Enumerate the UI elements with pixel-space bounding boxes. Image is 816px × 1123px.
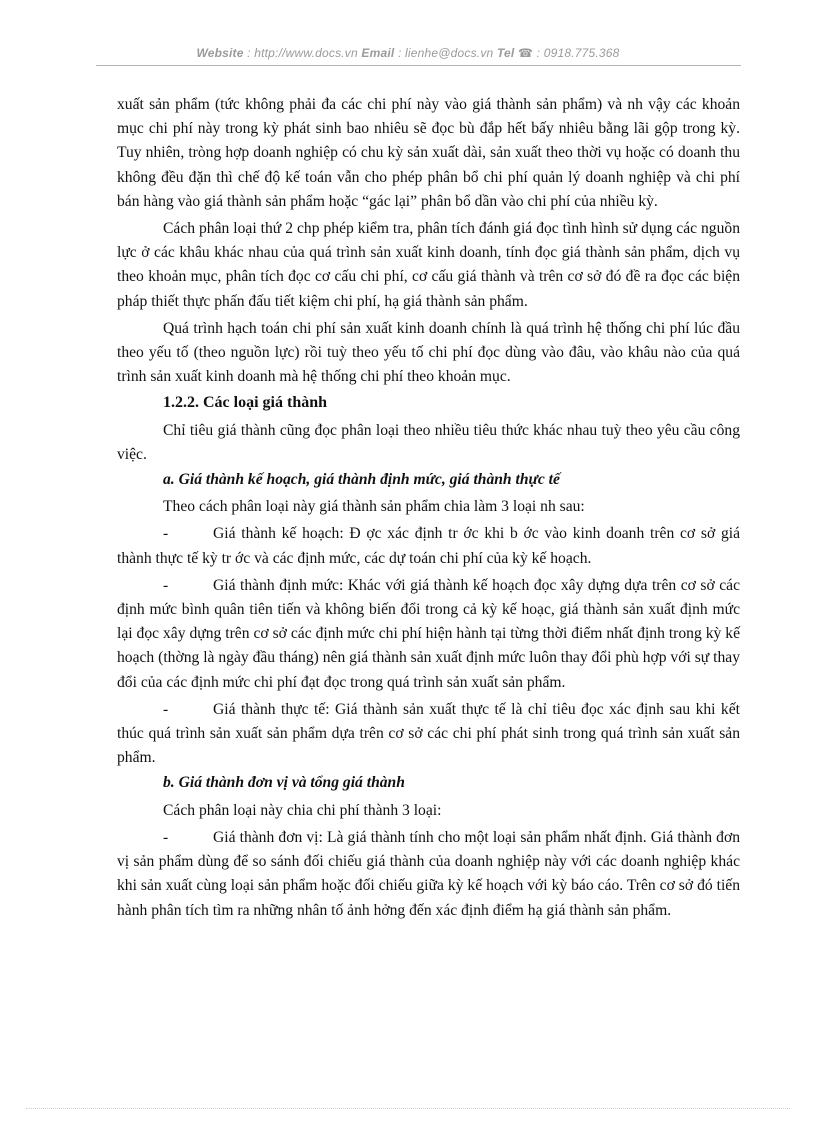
bullet-ke-hoach xyxy=(117,522,740,570)
bullet-thuc-te xyxy=(117,698,740,771)
paragraph-3: Quá trình hạch toán chi phí sản xuất kinh doanh chính là quá trình hệ thống chi phí lúc đầu theo yếu tố (theo nguồn lực) rồi tuỳ theo yếu tố chi phí đọc dùng vào đâu, vào khâu nào của quá trình sản xuất kinh doanh mà hệ thống chi phí theo khoản mục. xyxy=(117,319,740,386)
email-label: Email xyxy=(361,46,395,60)
document-body xyxy=(117,93,740,923)
paragraph-2: Cách phân loại thứ 2 chp phép kiểm tra, phân tích đánh giá đọc tình hình sử dụng các nguồn lực ở các khâu khác nhau của quá trình sản xuất kinh doanh, tính đọc giá thành sản phẩm, dịch vụ theo khoản mục, phân tích đọc cơ cấu chi phí, cơ cấu giá thành và trên cơ sở đó đề ra đọc các biện pháp thiết thực phấn đấu tiết kiệm chi phí, hạ giá thành sản phẩm. xyxy=(117,220,740,310)
paragraph-6: Cách phân loại này chia chi phí thành 3 loại: xyxy=(163,801,442,819)
tel-label: Tel xyxy=(496,46,515,60)
paragraph-4: Chỉ tiêu giá thành cũng đọc phân loại theo nhiều tiêu thức khác nhau tuỳ theo yêu cầu công việc. xyxy=(117,421,740,463)
page-header xyxy=(0,46,816,60)
website-value[interactable]: : http://www.docs.vn xyxy=(243,46,362,60)
bullet-text: Giá thành đơn vị: Là giá thành tính cho một loại sản phẩm nhất định. Giá thành đơn vị sản phẩm dùng để so sánh đối chiếu giá thành của doanh nghiệp này với các doanh nghiệp khác khi sản xuất cùng loại sản phẩm hoặc đối chiếu giữa kỳ kế hoạch với kỳ báo cáo. Trên cơ sở đó tiến hành phân tích tìm ra những nhân tố ảnh hởng đến xác định điểm hạ giá thành sản phẩm. xyxy=(117,828,740,919)
paragraph-1: xuất sản phẩm (tức không phải đa các chi phí này vào giá thành sản phẩm) và nh vậy các khoản mục chi phí này trong kỳ phát sinh bao nhiêu sẽ đọc bù đắp hết bấy nhiêu bằng lãi gộp trong kỳ. Tuy nhiên, tròng hợp doanh nghiệp có chu kỳ sản xuất dài, sản xuất theo thời vụ hoặc có doanh thu không đều đặn thì chế độ kế toán vẫn cho phép phân bổ chi phí quản lý doanh nghiệp và chi phí bán hàng vào giá thành sản phẩm hoặc “gác lại” phân bổ dần vào chi phí của nhiều kỳ. xyxy=(117,96,740,210)
section-heading-1-2-2: 1.2.2. Các loại giá thành xyxy=(163,394,328,412)
tel-value: ☎ : 0918.775.368 xyxy=(514,46,620,60)
bullet-dash: - xyxy=(163,525,169,543)
subheading-b: b. Giá thành đơn vị và tổng giá thành xyxy=(163,774,405,792)
footer-dotted-rule xyxy=(26,1108,790,1109)
bullet-dash: - xyxy=(163,700,169,718)
subheading-a: a. Giá thành kế hoạch, giá thành định mức, giá thành thực tế xyxy=(163,471,560,489)
bullet-dash: - xyxy=(163,576,169,594)
bullet-dash: - xyxy=(163,828,169,846)
bullet-don-vi xyxy=(117,826,740,923)
email-value[interactable]: : lienhe@docs.vn xyxy=(394,46,497,60)
bullet-text: Giá thành kế hoạch: Đ ợc xác định tr ớc khi b ớc vào kinh doanh trên cơ sở giá thành thực tế kỳ tr ớc và các định mức, các dự toán chi phí của kỳ kế hoạch. xyxy=(117,525,740,567)
header-rule xyxy=(96,65,741,66)
website-label: Website xyxy=(196,46,244,60)
bullet-dinh-muc xyxy=(117,574,740,695)
bullet-text: Giá thành định mức: Khác với giá thành kế hoạch đọc xây dựng dựa trên cơ sở các định mức bình quân tiên tiến và không biến đổi trong cả kỳ kế hoạc, giá thành sản xuất định mức lại đọc xây dựng trên cơ sở các định mức chi phí hiện hành tại từng thời điểm nhất định trong kỳ kế hoạch (thờng là ngày đầu tháng) nên giá thành sản xuất định mức luôn thay đổi phù hợp với sự thay đổi của các định mức chi phí đạt đọc trong quá trình sản xuất sản phẩm. xyxy=(117,576,740,691)
paragraph-5: Theo cách phân loại này giá thành sản phẩm chia làm 3 loại nh sau: xyxy=(163,498,585,516)
bullet-text: Giá thành thực tế: Giá thành sản xuất thực tế là chỉ tiêu đọc xác định sau khi kết thúc quá trình sản xuất sản phẩm dựa trên cơ sở các chi phí phát sinh trong quá trình sản xuất sản phẩm. xyxy=(117,700,740,767)
